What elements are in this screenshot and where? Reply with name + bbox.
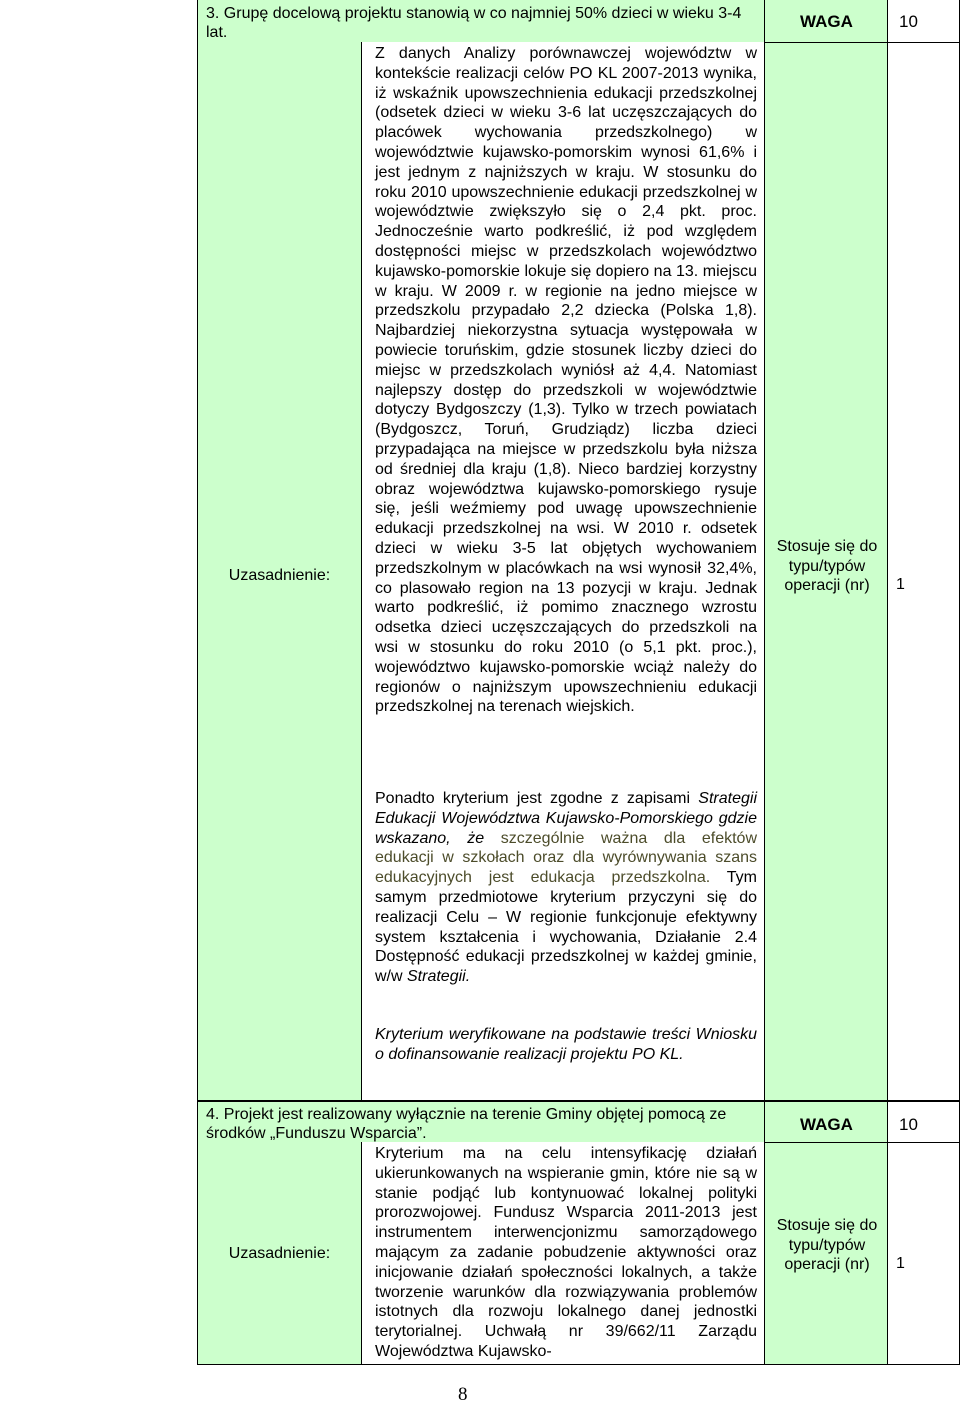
section3-p2-a: Ponadto kryterium jest zgodne z zapisami (375, 790, 699, 807)
section4-waga-value: 10 (899, 1115, 918, 1134)
section3-p2-e: Strategii. (407, 968, 471, 986)
section4-justification-label: Uzasadnienie: (228, 1245, 331, 1262)
section4-heading: 4. Projekt jest realizowany wyłącznie na terenie Gminy objętej pomocą ze środków „Funduszu Wsparcia”. (206, 1106, 727, 1142)
section3-applies-label: Stosuje się do typu/typów operacji (nr) (776, 538, 878, 594)
section3-justification-label: Uzasadnienie: (228, 567, 331, 584)
section4-paragraph-1 (369, 1144, 763, 1362)
section3-waga-value: 10 (899, 12, 918, 31)
section3-heading: 3. Grupę docelową projektu stanowią w co najmniej 50% dzieci w wieku 3-4 lat. (206, 5, 742, 41)
section3-paragraph-3 (369, 1025, 763, 1065)
section4-applies-label: Stosuje się do typu/typów operacji (nr) (776, 1217, 878, 1273)
section3-paragraph-3-text: Kryterium weryfikowane na podstawie treści Wniosku o dofinansowanie realizacji projektu PO KL. (375, 1026, 757, 1063)
section3-paragraph-2 (369, 789, 763, 987)
section3-label-column (198, 0, 361, 1100)
section3-p2-d: Tym samym przedmiotowe kryterium przyczyni się do realizacji Celu – W regionie funkcjonuje efektywny system kształcenia i wychowania, Działanie 2.4 Dostępność edukacji przedszkolnej w każdej gminie, w/w (375, 869, 757, 986)
section3-number-column (888, 42, 959, 1100)
section4-paragraph-1-text: Kryterium ma na celu intensyfikację działań ukierunkowanych na wspieranie gmin, które nie są w stanie podjąć lub kontynuować lokalnej polityki prorozwojowej. Fundusz Wsparcia 2011-2013 jest instrumentem interwencjonizmu samorządowego mającym za zadanie pobudzenie aktywności oraz inicjowanie działań społeczności lokalnych, a także tworzenie warunków dla rozwiązywania problemów istotnych dla rozwoju lokalnego danej jednostki terytorialnej. Uchwałą nr 39/662/11 Zarządu Województwa Kujawsko- (375, 1145, 757, 1360)
section3-p2-c: szczególnie ważna dla efektów edukacji w szkołach oraz dla wyrównywania szans edukacyjnych jest edukacja przedszkolna. (375, 829, 757, 887)
section3-p2-b: Strategii Edukacji Województwa Kujawsko-Pomorskiego gdzie wskazano, że (375, 790, 757, 847)
section4-applies-value: 1 (896, 1255, 905, 1272)
section4-waga-label: WAGA (800, 1115, 853, 1134)
section3-applies-value: 1 (896, 576, 905, 593)
section3-paragraph-1 (369, 44, 763, 717)
section3-paragraph-1-text: Z danych Analizy porównawczej województw w kontekście realizacji celów PO KL 2007-2013 wynika, iż wskaźnik upowszechnienia edukacji przedszkolnej (odsetek dzieci w wieku 3-6 lat uczęszczających do placówek wychowania przedszkolnego) w województwie kujawsko-pomorskim wynosi 61,6% i jest jednym z najniższych w kraju. W stosunku do roku 2010 upowszechnienie edukacji przedszkolnej w województwie zwiększyło się o 2,4 pkt. proc. Jednocześnie warto podkreślić, iż pod względem dostępności miejsc w przedszkolach województwo kujawsko-pomorskie lokuje się dopiero na 13. miejscu w kraju. W 2009 r. w regionie na jedno miejsce w przedszkolu przypadało 2,2 dziecka (Polska 1,8). Najbardziej niekorzystna sytuacja występowała w powiecie toruńskim, gdzie stosunek liczby dzieci do miejsc w przedszkolach wyniósł aż 4,4. Natomiast najlepszy dostęp do przedszkoli w województwie dotyczy Bydgoszczy (1,3). Tylko w trzech powiatach (Bydgoszcz, Toruń, Grudziądz) liczba dzieci przypadająca na miejsce w przedszkolu była niższa od średniej dla kraju (1,8). Nieco bardziej korzystny obraz województwa kujawsko-pomorskiego rysuje się, jeśli weźmiemy pod uwagę upowszechnienie edukacji przedszkolnej na wsi. W 2010 r. odsetek dzieci w wieku 3-5 lat objętych wychowaniem przedszkolnym w placówkach na wsi wynosił 32,4%, co plasowało region na 13 pozycji w kraju. Jednak warto podkreślić, iż pomimo znacznego wzrostu odsetka dzieci uczęszczających do przedszkoli na wsi w stosunku do roku 2010 (o 5,1 pkt. proc.), województwo kujawsko-pomorskie wciąż należy do regionów o najniższym upowszechnieniu edukacji przedszkolnej na terenach wiejskich. (375, 45, 757, 716)
page-number: 8 (458, 1384, 468, 1405)
section3-waga-label: WAGA (800, 12, 853, 31)
